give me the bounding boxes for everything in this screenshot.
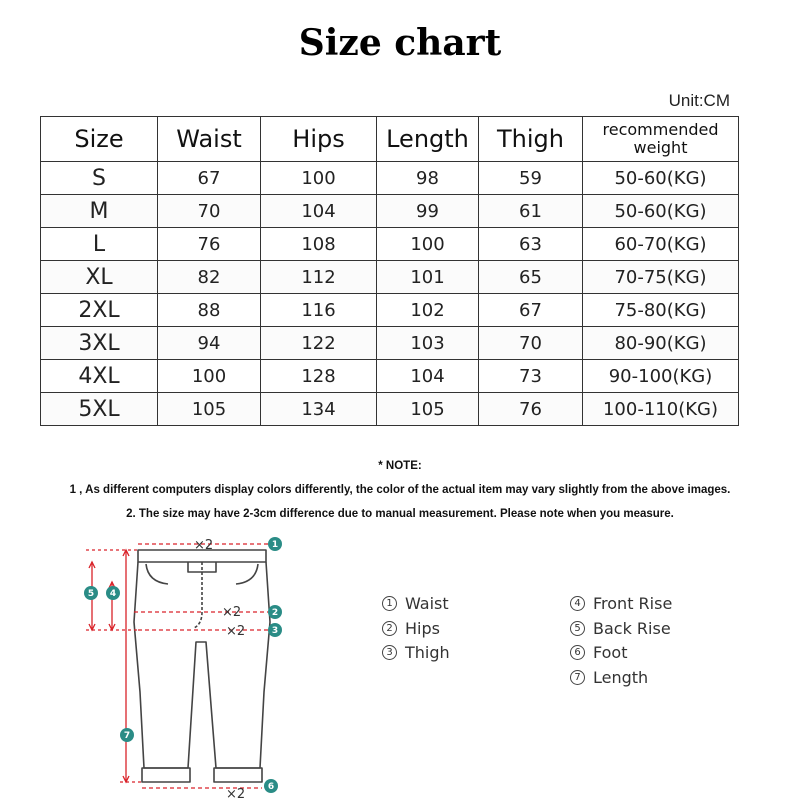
unit-label: Unit:CM — [668, 91, 730, 110]
marker-3: 3 — [271, 626, 279, 636]
legend-number: 1 — [382, 596, 397, 611]
cell-hips: 116 — [261, 294, 377, 327]
table-row — [41, 294, 739, 327]
table-header-row — [41, 117, 739, 162]
legend-item-foot — [570, 643, 627, 662]
cell-waist: 105 — [158, 393, 261, 426]
times2-waist: ×2 — [194, 538, 214, 553]
marker-2: 2 — [271, 608, 279, 618]
cell-length: 98 — [377, 162, 479, 195]
cell-waist: 67 — [158, 162, 261, 195]
times2-hips: ×2 — [222, 605, 242, 620]
cell-weight: 50-60(KG) — [583, 162, 739, 195]
cell-hips: 112 — [261, 261, 377, 294]
legend-number: 7 — [570, 670, 585, 685]
legend-number: 6 — [570, 645, 585, 660]
cell-thigh: 76 — [479, 393, 583, 426]
note-1: 1 , As different computers display colors differently, the color of the actual item may vary slightly from the above images. — [69, 484, 731, 496]
size-table — [40, 116, 739, 426]
legend-item-thigh — [382, 643, 450, 662]
cell-hips: 100 — [261, 162, 377, 195]
cell-size: XL — [41, 261, 158, 294]
header-waist: Waist — [158, 117, 261, 162]
cell-weight: 50-60(KG) — [583, 195, 739, 228]
cell-length: 101 — [377, 261, 479, 294]
table-row — [41, 195, 739, 228]
times2-foot: ×2 — [226, 787, 246, 800]
legend-number: 5 — [570, 621, 585, 636]
cell-size: S — [41, 162, 158, 195]
marker-7: 7 — [123, 731, 131, 741]
marker-1: 1 — [271, 540, 279, 550]
cell-thigh: 73 — [479, 360, 583, 393]
cell-thigh: 70 — [479, 327, 583, 360]
cell-length: 99 — [377, 195, 479, 228]
cell-weight: 90-100(KG) — [583, 360, 739, 393]
legend-item-back-rise — [570, 619, 671, 638]
table-row — [41, 393, 739, 426]
cell-length: 103 — [377, 327, 479, 360]
cell-hips: 104 — [261, 195, 377, 228]
cell-size: 4XL — [41, 360, 158, 393]
cell-size: 3XL — [41, 327, 158, 360]
table-row — [41, 162, 739, 195]
cell-hips: 134 — [261, 393, 377, 426]
marker-4: 4 — [109, 589, 117, 599]
legend-number: 3 — [382, 645, 397, 660]
cell-waist: 100 — [158, 360, 261, 393]
cell-weight: 70-75(KG) — [583, 261, 739, 294]
marker-6: 6 — [267, 782, 275, 792]
header-length: Length — [377, 117, 479, 162]
note-2: 2. The size may have 2-3cm difference due to manual measurement. Please note when you measure. — [126, 508, 674, 520]
table-row — [41, 360, 739, 393]
cell-size: M — [41, 195, 158, 228]
cell-thigh: 59 — [479, 162, 583, 195]
cell-size: L — [41, 228, 158, 261]
header-recommended-weight: recommended weight — [583, 117, 739, 162]
cell-waist: 82 — [158, 261, 261, 294]
cell-waist: 88 — [158, 294, 261, 327]
cell-waist: 70 — [158, 195, 261, 228]
table-row — [41, 327, 739, 360]
cell-size: 2XL — [41, 294, 158, 327]
header-thigh: Thigh — [479, 117, 583, 162]
legend-label: Hips — [405, 619, 440, 638]
header-size: Size — [41, 117, 158, 162]
table-row — [41, 261, 739, 294]
legend-item-front-rise — [570, 594, 672, 613]
legend-item-hips — [382, 619, 440, 638]
cell-weight: 100-110(KG) — [583, 393, 739, 426]
cell-thigh: 61 — [479, 195, 583, 228]
cell-weight: 80-90(KG) — [583, 327, 739, 360]
cell-hips: 122 — [261, 327, 377, 360]
notes-section — [0, 460, 800, 532]
marker-5: 5 — [87, 589, 95, 599]
cell-waist: 76 — [158, 228, 261, 261]
legend-label: Foot — [593, 643, 628, 662]
legend-label: Thigh — [405, 643, 450, 662]
times2-thigh: ×2 — [226, 624, 246, 639]
cell-length: 100 — [377, 228, 479, 261]
cell-length: 105 — [377, 393, 479, 426]
legend-label: Waist — [405, 594, 449, 613]
cell-thigh: 63 — [479, 228, 583, 261]
cell-weight: 75-80(KG) — [583, 294, 739, 327]
legend-number: 2 — [382, 621, 397, 636]
note-heading: * NOTE: — [378, 460, 422, 472]
cell-size: 5XL — [41, 393, 158, 426]
header-hips: Hips — [261, 117, 377, 162]
legend-item-waist — [382, 594, 449, 613]
page-title: Size chart — [298, 22, 502, 64]
pants-diagram — [76, 532, 296, 800]
cell-weight: 60-70(KG) — [583, 228, 739, 261]
cell-hips: 128 — [261, 360, 377, 393]
legend-label: Front Rise — [593, 594, 673, 613]
cell-thigh: 67 — [479, 294, 583, 327]
cell-thigh: 65 — [479, 261, 583, 294]
cell-length: 104 — [377, 360, 479, 393]
cell-length: 102 — [377, 294, 479, 327]
table-row — [41, 228, 739, 261]
legend-label: Length — [593, 668, 649, 687]
cell-hips: 108 — [261, 228, 377, 261]
legend-label: Back Rise — [593, 619, 671, 638]
legend-number: 4 — [570, 596, 585, 611]
cell-waist: 94 — [158, 327, 261, 360]
legend-item-length — [570, 668, 648, 687]
